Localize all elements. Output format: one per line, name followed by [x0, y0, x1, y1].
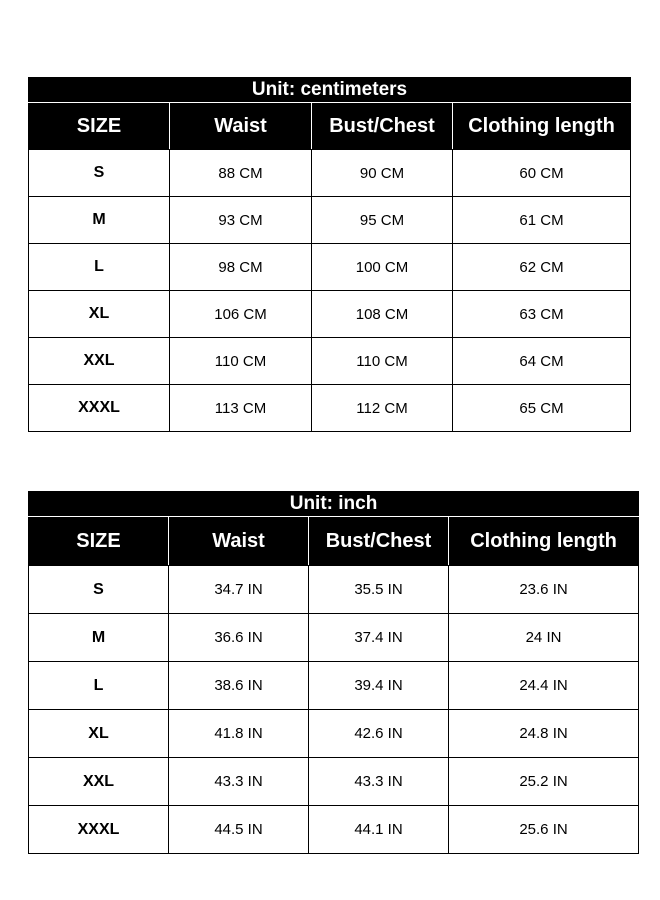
- bust-cell: 90 CM: [312, 150, 453, 197]
- length-cell: 63 CM: [453, 291, 631, 338]
- table-row: [29, 244, 631, 291]
- table-row: [29, 338, 631, 385]
- size-cell: L: [29, 662, 169, 710]
- header-waist: Waist: [170, 103, 312, 150]
- bust-cell: 108 CM: [312, 291, 453, 338]
- header-size: SIZE: [29, 517, 169, 566]
- bust-cell: 100 CM: [312, 244, 453, 291]
- length-cell: 62 CM: [453, 244, 631, 291]
- waist-cell: 44.5 IN: [169, 806, 309, 854]
- bust-cell: 43.3 IN: [309, 758, 449, 806]
- header-clothing-length: Clothing length: [453, 103, 631, 150]
- unit-label: Unit: inch: [29, 492, 639, 517]
- table-row: [29, 758, 639, 806]
- table-row: [29, 150, 631, 197]
- length-cell: 60 CM: [453, 150, 631, 197]
- waist-cell: 38.6 IN: [169, 662, 309, 710]
- header-waist: Waist: [169, 517, 309, 566]
- length-cell: 24.4 IN: [449, 662, 639, 710]
- size-cell: XXL: [29, 338, 170, 385]
- bust-cell: 37.4 IN: [309, 614, 449, 662]
- size-cell: S: [29, 150, 170, 197]
- table-row: [29, 710, 639, 758]
- bust-cell: 42.6 IN: [309, 710, 449, 758]
- size-chart-table-inch: [28, 491, 639, 854]
- unit-row: [29, 492, 639, 517]
- length-cell: 61 CM: [453, 197, 631, 244]
- table-row: [29, 385, 631, 432]
- bust-cell: 39.4 IN: [309, 662, 449, 710]
- header-row: [29, 517, 639, 566]
- size-cell: M: [29, 197, 170, 244]
- unit-row: [29, 78, 631, 103]
- waist-cell: 98 CM: [170, 244, 312, 291]
- table-row: [29, 614, 639, 662]
- waist-cell: 43.3 IN: [169, 758, 309, 806]
- length-cell: 25.6 IN: [449, 806, 639, 854]
- table-row: [29, 197, 631, 244]
- length-cell: 24 IN: [449, 614, 639, 662]
- size-cell: XXL: [29, 758, 169, 806]
- waist-cell: 36.6 IN: [169, 614, 309, 662]
- header-row: [29, 103, 631, 150]
- size-cell: XXXL: [29, 385, 170, 432]
- header-size: SIZE: [29, 103, 170, 150]
- table-row: [29, 806, 639, 854]
- table-row: [29, 566, 639, 614]
- bust-cell: 112 CM: [312, 385, 453, 432]
- unit-label: Unit: centimeters: [29, 78, 631, 103]
- waist-cell: 113 CM: [170, 385, 312, 432]
- waist-cell: 106 CM: [170, 291, 312, 338]
- size-cell: XL: [29, 291, 170, 338]
- size-cell: XL: [29, 710, 169, 758]
- table-row: [29, 662, 639, 710]
- header-bust-chest: Bust/Chest: [312, 103, 453, 150]
- length-cell: 64 CM: [453, 338, 631, 385]
- bust-cell: 95 CM: [312, 197, 453, 244]
- size-cell: S: [29, 566, 169, 614]
- bust-cell: 110 CM: [312, 338, 453, 385]
- header-bust-chest: Bust/Chest: [309, 517, 449, 566]
- table-row: [29, 291, 631, 338]
- length-cell: 23.6 IN: [449, 566, 639, 614]
- waist-cell: 41.8 IN: [169, 710, 309, 758]
- bust-cell: 35.5 IN: [309, 566, 449, 614]
- bust-cell: 44.1 IN: [309, 806, 449, 854]
- length-cell: 24.8 IN: [449, 710, 639, 758]
- waist-cell: 34.7 IN: [169, 566, 309, 614]
- size-cell: M: [29, 614, 169, 662]
- waist-cell: 93 CM: [170, 197, 312, 244]
- length-cell: 65 CM: [453, 385, 631, 432]
- waist-cell: 110 CM: [170, 338, 312, 385]
- size-chart-table-centimeters: [28, 77, 631, 432]
- header-clothing-length: Clothing length: [449, 517, 639, 566]
- waist-cell: 88 CM: [170, 150, 312, 197]
- size-cell: XXXL: [29, 806, 169, 854]
- length-cell: 25.2 IN: [449, 758, 639, 806]
- size-cell: L: [29, 244, 170, 291]
